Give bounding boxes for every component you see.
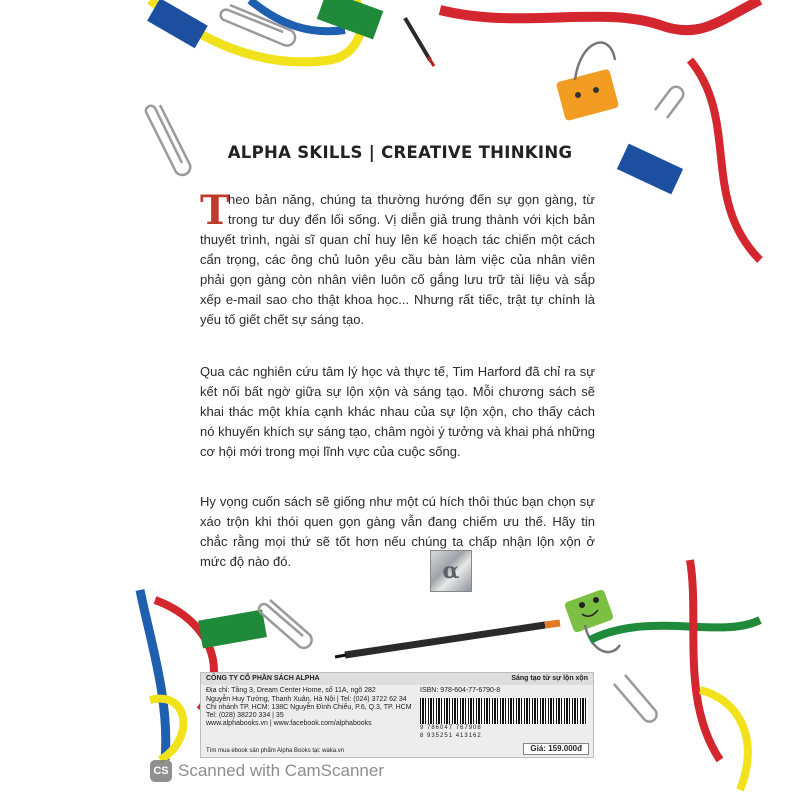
orange-binder-clip (556, 68, 619, 121)
address-line: www.alphabooks.vn | www.facebook.com/alphabooks (206, 720, 372, 728)
camscanner-watermark (150, 760, 384, 782)
red-rubber-band (440, 0, 760, 30)
publisher-footer (200, 672, 594, 758)
blue-eraser-top (147, 0, 208, 48)
isbn-block (416, 687, 588, 740)
address-line: Chi nhánh TP. HCM: 138C Nguyễn Đình Chiểu, P.6, Q.3, TP. HCM (206, 703, 412, 711)
address-line: Địa chỉ: Tầng 3, Dream Center Home, số 11A, ngõ 282 (206, 687, 376, 695)
blurb-paragraph-1 (200, 187, 595, 330)
green-band-right (590, 620, 760, 640)
price-tag: Giá: 159.000đ (523, 743, 589, 755)
publisher-name: CÔNG TY CỔ PHẦN SÁCH ALPHA (206, 675, 320, 682)
ebook-note: Tìm mua ebook sản phẩm Alpha Books tại: waka.vn (206, 747, 345, 754)
blurb-paragraph-2: Qua các nghiên cứu tâm lý học và thực tế, Tim Harford đã chỉ ra sự kết nối bất ngờ giữa sự lộn xộn và sáng tạo. Mỗi chương sách sẽ khai thác một khía cạnh khác nhau của sự lộn xộn, cho thấy cách nó khuyến khích sự sáng tạo, châm ngòi ý tưởng và khai phá những cơ hội mới trong mọi lĩnh vực của cuộc sống. (200, 364, 595, 459)
publisher-address (206, 687, 416, 740)
hologram-seal (430, 550, 472, 592)
address-line: Tel: (028) 38220 334 | 35 (206, 712, 284, 720)
footer-header (201, 673, 593, 685)
watermark-text: Scanned with CamScanner (178, 761, 385, 780)
blue-band-bottom (140, 590, 166, 760)
paper-clip-right (655, 87, 683, 118)
red-band-right-bottom (690, 560, 720, 760)
paper-clip-bottom-right (614, 675, 657, 722)
paper-clip-left (146, 105, 190, 175)
paper-clip-bottom (259, 600, 312, 648)
alpha-logo-icon: α (442, 558, 460, 584)
isbn-text: ISBN: 978-604-77-6790-8 (420, 687, 501, 695)
isbn-digits: 9 786047 767908 (420, 724, 482, 731)
drop-cap: T (200, 187, 230, 234)
red-band-right (690, 60, 760, 260)
blurb-paragraph-1-text: heo bản năng, chúng ta thường hướng đến sự gọn gàng, từ trong tư duy đến lối sống. Vị diễn giả trung thành với kịch bản thuyết trình, ngài sĩ quan chỉ huy lên kế hoạch tác chiến một cách cẩn trọng, các ông chủ luôn yêu cầu bàn làm việc của nhân viên phải gọn gàng còn nhân viên luôn cố gắng lưu trữ tài liệu và sắp xếp e-mail sao cho thật khoa học... Nhưng rất tiếc, trật tự chính là yếu tố giết chết sự sáng tạo. (200, 192, 595, 327)
barcode (420, 698, 588, 724)
pencil (345, 625, 545, 655)
barcode-digits: 8 935251 413162 (420, 732, 482, 739)
book-title: Sáng tạo từ sự lộn xộn (511, 675, 588, 682)
series-title: ALPHA SKILLS | CREATIVE THINKING (227, 143, 573, 162)
green-binder-clip (564, 589, 614, 633)
green-eraser-bottom (198, 609, 267, 648)
camscanner-logo-icon: CS (150, 760, 172, 782)
address-line: Nguyễn Huy Tưởng, Thanh Xuân, Hà Nội | Tel: (024) 3722 62 34 (206, 695, 407, 703)
blurb-paragraph-3: Hy vọng cuốn sách sẽ giống như một cú hích thôi thúc bạn chọn sự xáo trộn khi thói quen gọn gàng vẫn đang chiếm ưu thế. Hãy tin chắc rằng mọi thứ sẽ tốt hơn nếu chúng ta chấp nhận lộn xộn ở mức độ nào đó. (200, 494, 595, 569)
black-pen (405, 18, 430, 60)
